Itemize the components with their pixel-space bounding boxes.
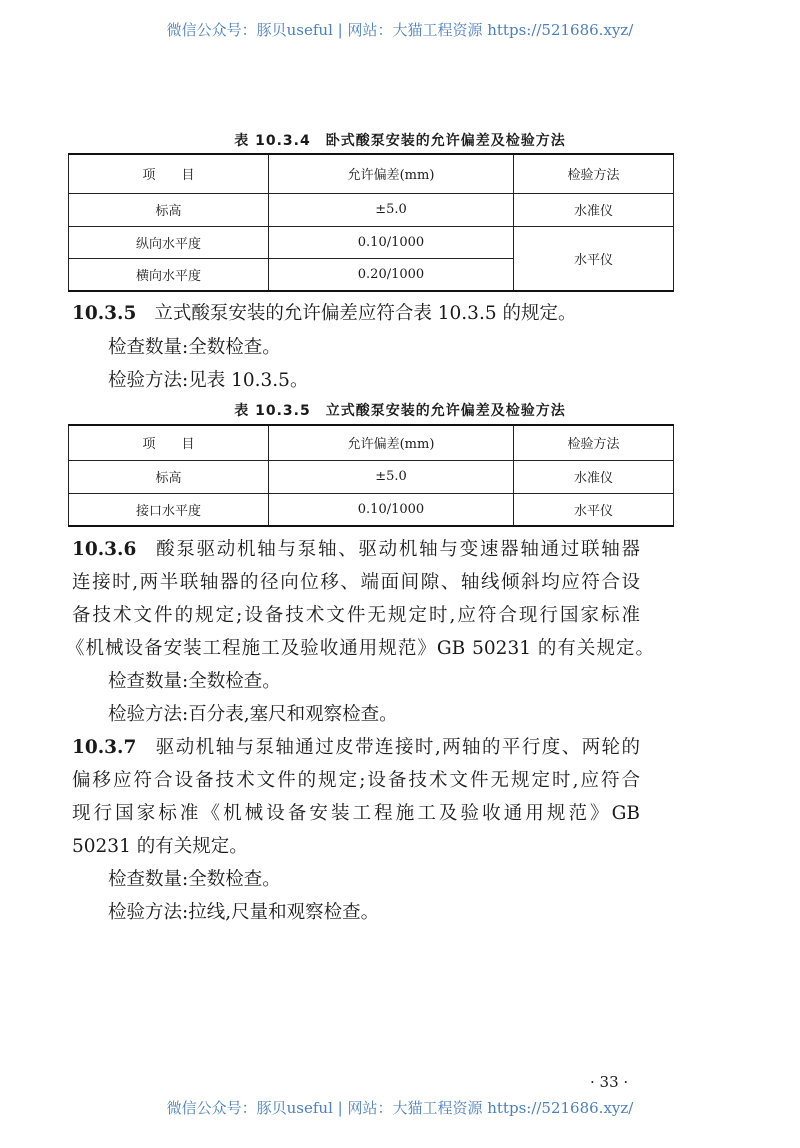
- table-cell: 横向水平度: [69, 258, 269, 291]
- table-caption: 表 10.3.4 卧式酸泵安装的允许偏差及检验方法: [234, 133, 566, 149]
- paragraph-line: 备技术文件的规定;设备技术文件无规定时,应符合现行国家标准: [72, 605, 640, 626]
- watermark-header: 微信公众号：豚贝useful | 网站：大猫工程资源 https://521686.xyz/: [166, 21, 634, 39]
- paragraph-line: 50231 的有关规定。: [72, 836, 248, 857]
- paragraph-line: 连接时,两半联轴器的径向位移、端面间隙、轴线倾斜均应符合设: [72, 572, 640, 593]
- section-number: 10.3.6: [72, 539, 137, 560]
- watermark-footer: 微信公众号：豚贝useful | 网站：大猫工程资源 https://521686.xyz/: [166, 1099, 634, 1117]
- table-header: 检验方法: [514, 425, 674, 460]
- paragraph-line: 现行国家标准《机械设备安装工程施工及验收通用规范》GB: [72, 803, 640, 824]
- section-number: 10.3.7: [72, 737, 137, 758]
- section-number: 10.3.5: [72, 303, 137, 324]
- paragraph-text: 驱动机轴与泵轴通过皮带连接时,两轴的平行度、两轮的: [154, 737, 640, 758]
- paragraph-10-3-5: [72, 299, 640, 325]
- page-number: · 33 ·: [590, 1073, 629, 1091]
- table-header: 允许偏差(mm): [269, 425, 514, 460]
- table-10-3-4: [68, 153, 674, 292]
- table-cell: 标高: [69, 460, 269, 493]
- table-header: 检验方法: [514, 154, 674, 193]
- table-header: 项 目: [69, 425, 269, 460]
- table-header: 项 目: [69, 154, 269, 193]
- inspection-method: 检验方法:百分表,塞尺和观察检查。: [108, 704, 398, 725]
- table-cell: ±5.0: [269, 193, 514, 226]
- table-10-3-5: [68, 424, 674, 527]
- paragraph-10-3-6: [72, 535, 640, 561]
- inspection-method: 检验方法:拉线,尺量和观察检查。: [108, 902, 380, 923]
- table-cell: 标高: [69, 193, 269, 226]
- inspection-quantity: 检查数量:全数检查。: [108, 671, 281, 692]
- table-cell: ±5.0: [269, 460, 514, 493]
- paragraph-text: 酸泵驱动机轴与泵轴、驱动机轴与变速器轴通过联轴器: [154, 539, 640, 560]
- table-cell: 水平仪: [514, 226, 674, 291]
- inspection-quantity: 检查数量:全数检查。: [108, 869, 281, 890]
- table-cell: 0.10/1000: [269, 226, 514, 258]
- inspection-quantity: 检查数量:全数检查。: [108, 337, 281, 358]
- table-cell: 接口水平度: [69, 493, 269, 526]
- table-cell: 纵向水平度: [69, 226, 269, 258]
- paragraph-text: 立式酸泵安装的允许偏差应符合表 10.3.5 的规定。: [154, 303, 577, 324]
- paragraph-line: 《机械设备安装工程施工及验收通用规范》GB 50231 的有关规定。: [66, 638, 654, 659]
- paragraph-10-3-7: [72, 733, 640, 759]
- table-cell: 水准仪: [514, 460, 674, 493]
- inspection-method: 检验方法:见表 10.3.5。: [108, 370, 309, 391]
- table-cell: 水准仪: [514, 193, 674, 226]
- table-cell: 0.10/1000: [269, 493, 514, 526]
- table-cell: 0.20/1000: [269, 258, 514, 291]
- paragraph-line: 偏移应符合设备技术文件的规定;设备技术文件无规定时,应符合: [72, 770, 640, 791]
- table-cell: 水平仪: [514, 493, 674, 526]
- table-header: 允许偏差(mm): [269, 154, 514, 193]
- table-caption: 表 10.3.5 立式酸泵安装的允许偏差及检验方法: [234, 403, 566, 419]
